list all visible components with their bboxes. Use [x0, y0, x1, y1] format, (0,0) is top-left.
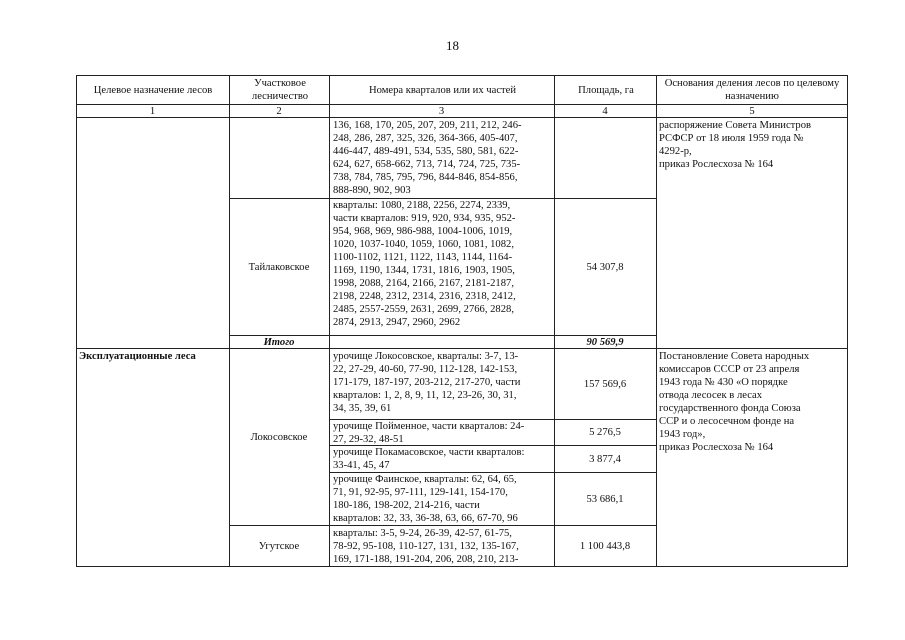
- forestry-name: Угутское: [258, 540, 300, 552]
- forestry-name: Тайлаковское: [248, 261, 310, 273]
- purpose-label: Эксплуатационные леса: [79, 351, 196, 362]
- quarters-cell: кварталы: 1080, 2188, 2256, 2274, 2339, части кварталов: 919, 920, 934, 935, 952- 954, 968, 969, 986-988, 1004-1006, 1019, 1020, 1037-1040, 1059, 1060, 1081, 1082, 1100-1102, 1121, 1122, 1143, 1144, 1164- 1169, 1190, 1344, 1731, 1816, 1903, 1905, 1998, 2088, 2164, 2166, 2167, 2181-2187, 2198, 2248, 2312, 2314, 2316, 2318, 2412, 2485, 2557-2559, 2631, 2699, 2766, 2828, 2874, 2913, 2947, 2960, 2962: [333, 200, 516, 328]
- quarters-cell: урочище Локосовское, кварталы: 3-7, 13- 22, 27-29, 40-60, 77-90, 112-128, 142-153, 171-179, 187-197, 203-212, 217-270, части кварталов: 1, 2, 8, 9, 11, 12, 23-26, 30, 31, 34, 35, 39, 61: [333, 351, 521, 414]
- quarters-cell: 136, 168, 170, 205, 207, 209, 211, 212, 246- 248, 286, 287, 325, 326, 364-366, 405-407, 446-447, 489-491, 534, 535, 580, 581, 622- 624, 627, 658-662, 713, 714, 724, 725, 735- 738, 784, 785, 795, 796, 844-846, 854-856, 888-890, 902, 903: [333, 120, 522, 196]
- total-label: Итого: [263, 337, 295, 348]
- header-purpose: Целевое назначение лесов: [93, 84, 213, 96]
- col-number: 3: [438, 106, 445, 117]
- quarters-cell: урочище Фаинское, кварталы: 62, 64, 65, 71, 91, 92-95, 97-111, 129-141, 154-170, 180-186, 198-202, 214-216, части кварталов: 32, 33, 36-38, 63, 66, 67-70, 96: [333, 474, 518, 524]
- area-cell: 1 100 443,8: [579, 540, 631, 552]
- basis-cell: Постановление Совета народных комиссаров СССР от 23 апреля 1943 года № 430 «О порядке отвода лесосек в лесах государственного фонда Союза ССР и о лесосечном фонде на 1943 год», приказ Рослесхоза № 164: [659, 351, 810, 453]
- header-forestry: Участковое лесничество: [251, 78, 309, 102]
- basis-cell: распоряжение Совета Министров РСФСР от 18 июля 1959 года № 4292-р, приказ Рослесхоза № 164: [659, 120, 812, 170]
- header-area: Площадь, га: [578, 84, 634, 96]
- forestry-name: Локосовское: [250, 431, 308, 443]
- quarters-cell: урочище Пойменное, части кварталов: 24- 27, 29-32, 48-51: [333, 421, 525, 445]
- area-cell: 157 569,6: [583, 378, 627, 390]
- col-number: 2: [276, 106, 282, 117]
- col-number: 5: [749, 106, 755, 117]
- quarters-cell: кварталы: 3-5, 9-24, 26-39, 42-57, 61-75, 78-92, 95-108, 110-127, 131, 132, 135-167, 169, 171-188, 191-204, 206, 208, 210, 213-: [333, 528, 519, 565]
- header-basis: Основания деления лесов по целевому назначению: [664, 78, 840, 102]
- area-cell: 5 276,5: [589, 427, 621, 438]
- page-number: 18: [446, 38, 459, 53]
- area-cell: 53 686,1: [586, 493, 624, 505]
- col-number: 4: [602, 106, 608, 117]
- header-quarters: Номера кварталов или их частей: [368, 84, 517, 96]
- quarters-cell: урочище Покамасовское, части кварталов: 33-41, 45, 47: [333, 447, 525, 471]
- area-cell: 3 877,4: [589, 453, 621, 465]
- forest-table: [76, 75, 848, 567]
- total-area: 90 569,9: [586, 337, 624, 348]
- area-cell: 54 307,8: [586, 261, 624, 273]
- col-number: 1: [149, 106, 156, 117]
